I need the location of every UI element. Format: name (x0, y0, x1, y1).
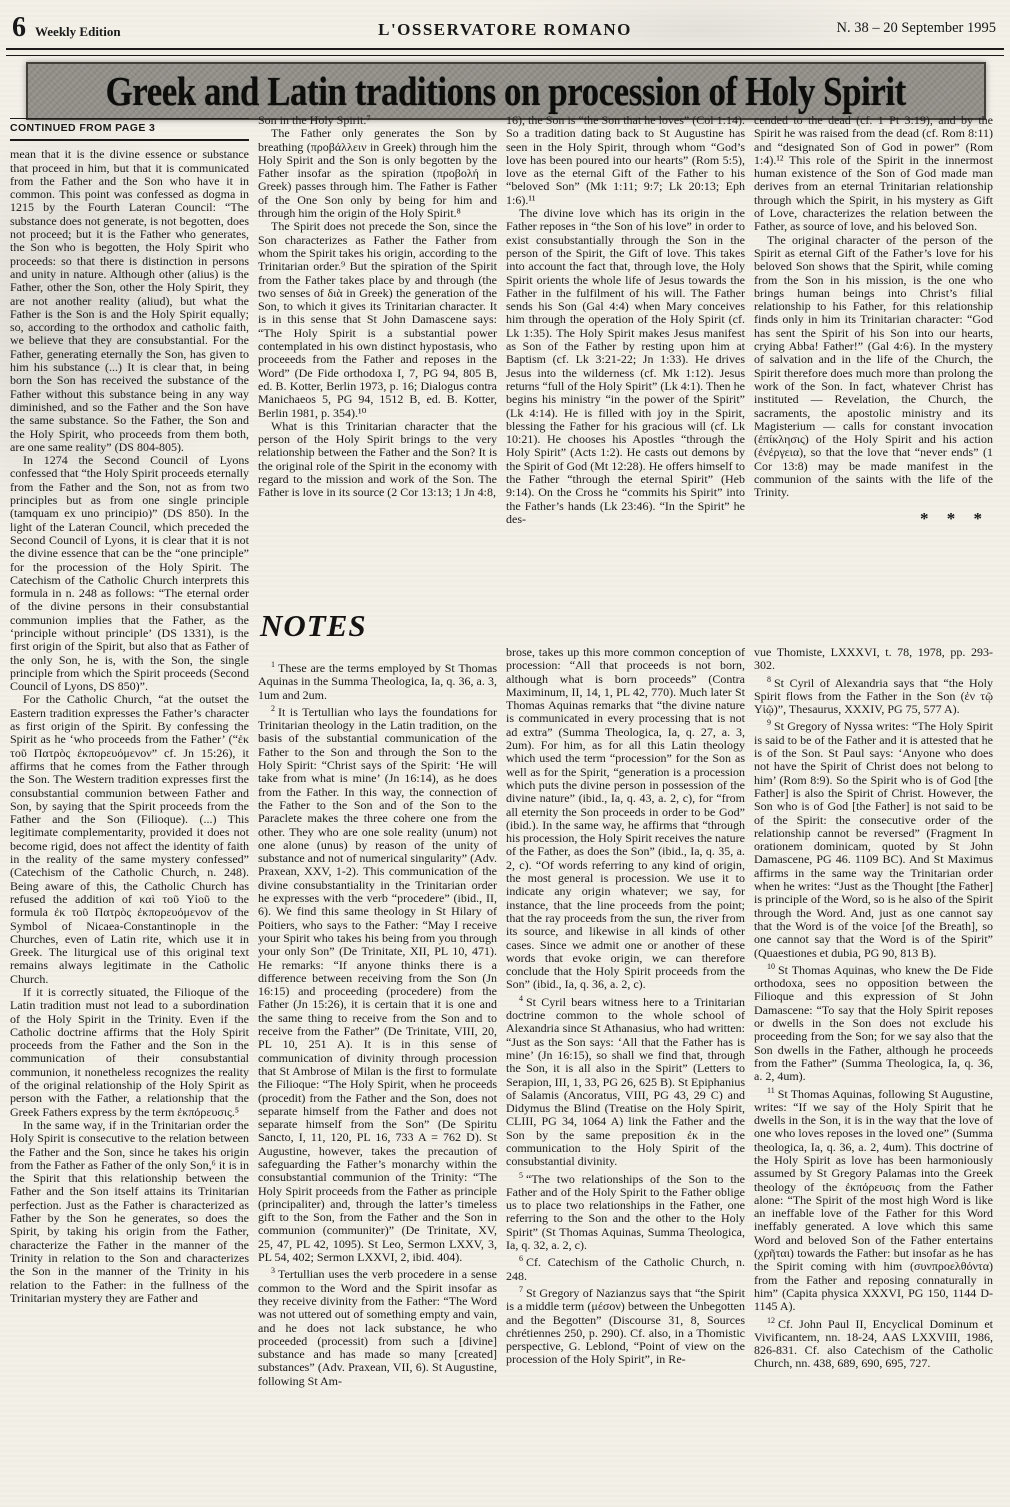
article-paragraph: If it is correctly situated, the Filioque of the Latin tradition must not lead to a subordination of the Holy Spirit in the Trinity. Even if the Catholic doctrine affirms that the Holy Spirit proceeds from the Father and the Son in the communication of their consubstantial communion, it nonetheless recognizes the reality of the original relationship of the Holy Spirit as person with the Father, a relationship that the Greek Fathers express by the term ἐκπόρευσις.⁵ (10, 985, 249, 1119)
note-number: 8 (767, 674, 771, 684)
note-number: 4 (519, 993, 523, 1003)
edition-label: Weekly Edition (35, 24, 121, 39)
article-paragraph: cended to the dead (cf. 1 Pt 3:19), and by the Spirit he was raised from the dead (cf. Rom 8:11) and “designated Son of God in power” (Rom 1:4).¹² This role of the Spirit in the innermost human existence of the Son of God made man derives from an eternal Trinitarian relationship through which the Spirit, in his mystery as Gift of Love, characterizes the relation between the Father, as source of love, and his beloved Son. (754, 114, 993, 234)
note-number: 5 (519, 1170, 523, 1180)
notes-column-1 (258, 658, 497, 1507)
article-paragraph: The Spirit does not precede the Son, since the Son characterizes as Father the Father from whom the Spirit takes his origin, according to the Trinitarian order.⁹ But the spiration of the Spirit from the Father takes place by and through (the two senses of διὰ in Greek) the generation of the Son, to which it gives its Trinitarian character. It is in this sense that St John Damascene says: “The Holy Spirit is a substantial power contemplated in his own distinct hypostasis, who proceeeds from the Father and reposes in the Word” (De Fide orthodoxa I, 7, PG 94, 805 B, ed. B. Kotter, Berlin 1973, p. 16; Dialogus contra Manichaeos 5, PG 94, 1512 B, ed. B. Kotter, Berlin 1981, p. 354).¹⁰ (258, 219, 497, 420)
note-number: 11 (767, 1085, 775, 1095)
article-column-1 (10, 118, 249, 1505)
note-number: 6 (519, 1254, 523, 1264)
note-item (754, 673, 993, 717)
note-item (506, 992, 745, 1169)
headline-banner (26, 62, 986, 120)
article-paragraph: 16), the Son is “the Son that he loves” (Col 1:14). So a tradition dating back to St Augustine has seen in the Holy Spirit, through whom “God’s love has been poured into our hearts” (Rom 5:5), love as the eternal Gift of the Father to his “beloved Son” (Mk 1:11; 9:7; Lk 20:13; Eph 1:6).¹¹ (506, 114, 745, 207)
note-item (258, 658, 497, 702)
note-item (754, 960, 993, 1084)
headline: Greek and Latin traditions on procession of Holy Spirit (105, 68, 907, 114)
note-number: 12 (767, 1315, 775, 1325)
note-number: 3 (271, 1266, 275, 1276)
article-paragraph: Son in the Holy Spirit.⁷ (258, 114, 371, 127)
note-number: 7 (519, 1284, 523, 1294)
note-number: 2 (271, 703, 275, 713)
note-item (506, 646, 745, 992)
note-text: “The two relationships of the Son to the Father and of the Holy Spirit to the Father oblige us to place two relationships in the Father, one referring to the Son and the other to the Holy Spirit” (St Thomas Aquinas, Summa Theologica, Ia, q. 32, a. 2, c). (506, 1171, 745, 1253)
note-text: St Gregory of Nyssa writes: “The Holy Spirit is said to be of the Father and it is attested that he is of the Son. St Paul says: ‘Anyone who does not have the Spirit of Christ does not belong to him’ (Rom 8:9). So the Spirit who is of God [the Father] is also the Spirit of Christ. However, the Son who is of God [the Father] is not said to be of the Spirit: the consecutive order of the relationship cannot be reversed” (Fragment In orationem dominicam, quoted by St John Damascene, PG 46. 1109 BC). And St Maximus affirms in the same way the Trinitarian order when he writes: “Just as the Thought [the Father] is principle of the Word, so is he also of the Spirit through the Word. And, just as one cannot say that the Word is of the voice [of the Breath], so one cannot say that the Word is of the Spirit” (Quaestiones et dubia, PG 90, 813 B). (754, 719, 993, 960)
note-text: St Thomas Aquinas, who knew the De Fide orthodoxa, sees no opposition between the Filioque and this expression of St John Damascene: “To say that the Holy Spirit reposes or dwells in the Son does not exclude his proceeding from the Son; for we say also that the Son dwells in the Father, although he proceeds from the Father” (Summa Theologica, Ia, q. 36, a. 2, 4um). (754, 962, 993, 1084)
note-text: These are the terms employed by St Thomas Aquinas in the Summa Theologica, Ia, q. 36, a. 3, 1um and 2um. (258, 661, 497, 702)
note-text: Tertullian uses the verb procedere in a sense common to the Word and the Spirit insofar as they receive divinity from the Father: “The Word was not uttered out of something empty and vain, and he does not lack substance, he who proceeded (processit) from such a [divine] substance and has made so many [created] substances” (Adv. Praxean, VII, 6). St Augustine, following St Am- (258, 1267, 497, 1388)
note-number: 1 (271, 660, 275, 669)
notes-column-2 (506, 646, 745, 1507)
notes-heading: NOTES (260, 608, 367, 643)
note-item (506, 1169, 745, 1253)
note-text: vue Thomiste, LXXXVI, t. 78, 1978, pp. 293-302. (754, 646, 993, 673)
notes-column-3 (754, 646, 993, 1507)
note-item (754, 646, 993, 673)
article-paragraph: The Father only generates the Son by breathing (προβάλλειν in Greek) through him the Holy Spirit and the Son is only begotten by the Father insofar as the spiration (προβολή in Greek) passes through him. The Father is Father of the One Son only by being for him and through him the origin of the Holy Spirit.⁸ (258, 126, 497, 221)
masthead-rule (6, 48, 1004, 56)
note-text: St Gregory of Nazianzus says that “the Spirit is a middle term (μέσον) between the Unbegotten and the Begotten” (Discourse 31, 8, Sources chrétiennes 250, p. 290). Cf. also, in a Thomistic perspective, G. Leblond, “Point of view on the procession of the Holy Spirit”, in Re- (506, 1285, 745, 1367)
note-item (258, 1264, 497, 1388)
article-column-4 (754, 114, 993, 639)
note-text: Cf. John Paul II, Encyclical Dominum et Vivificantem, nn. 18-24, AAS LXXVIII, 1986, 826-831. Cf. also Catechism of the Catholic Church, nn. 438, 689, 690, 695, 727. (754, 1316, 993, 1371)
article-column-2 (258, 114, 497, 592)
note-item (754, 1314, 993, 1371)
article-paragraph: The original character of the person of the Spirit as eternal Gift of the Father’s love for his beloved Son shows that the Spirit, while coming from the Son in his mission, is the one who brings human beings into Christ’s filial relationship to his Father, for this relationship finds only in him its Trinitarian character: “God has sent the Spirit of his Son into our hearts, crying Abba! Father!” (Gal 4:6). In the mystery of salvation and in the life of the Church, the Spirit therefore does much more than prolong the work of the Son. In fact, whatever Christ has instituted — Revelation, the Church, the sacraments, the apostolic ministry and its Magisterium — calls for constant invocation (ἐπίκλησις) of the Holy Spirit and his action (ἐνέργεια), so that the love that “never ends” (1 Cor 13:8) may be made manifest in the communion of the saints with the life of the Trinity. (754, 232, 993, 500)
note-number: 9 (767, 718, 771, 728)
note-text: St Cyril bears witness here to a Trinitarian doctrine common to the whole school of Alexandria since St Athanasius, who had written: “Just as the Son says: ‘All that the Father has is mine’ (Jn 16:15), so shall we find that, through the Son, it is all also in the Spirit” (Letters to Serapion, III, 1, 33, PG 26, 625 B). St Epiphanius of Salamis (Ancoratus, VIII, PG 43, 29 C) and Didymus the Blind (Treatise on the Holy Spirit, CLIII, PG 34, 1064 A) link the Father and the Son by the same preposition ἐκ in the communication to the Holy Spirit of the consubstantial divinity. (506, 994, 745, 1169)
article-paragraph: In the same way, if in the Trinitarian order the Holy Spirit is consecutive to the relation between the Father and the Son, since he takes his origin from the Father as Father of the only Son,⁶ it is in the Spirit that this relationship between the Father and the Son itself attains its Trinitarian perfection. Just as the Father is characterized as Father by the Son he generates, so does the Spirit, by taking his origin from the Father, characterize the Father in the manner of the Trinity in relation to the Son and characterizes the Son in the manner of the Trinity in his relation to the Father: in the fullness of the Trinitarian mystery they are Father and (10, 1117, 249, 1305)
note-item (506, 1283, 745, 1367)
newspaper-title: L'OSSERVATORE ROMANO (378, 20, 632, 39)
note-number: 10 (767, 961, 775, 971)
article-paragraph: What is this Trinitarian character that the person of the Holy Spirit brings to the very relationship between the Father and the Son? It is the original role of the Spirit in the economy with regard to the mission and work of the Son. The Father is love in its source (2 Cor 13:13; 1 Jn 4:8, (258, 418, 497, 500)
article-column-3 (506, 114, 745, 604)
note-text: It is Tertullian who lays the foundations for Trinitarian theology in the Latin tradition, on the basis of the substantial communication of the Father to the Son and through the Son to the Holy Spirit: “Christ says of the Spirit: ‘He will take from what is mine’ (Jn 16:14), as he does from the Father. In this way, the connection of the Father to the Son and of the Son to the Paraclete makes the three cohere one from the other. They who are one sole reality (unum) not one alone (unus) by reason of the unity of substance and not of numerical singularity” (Adv. Praxean, XXV, 1-2). This communication of the divine consubstantiality in the Trinitarian order he expresses with the verb “procedere” (ibid., II, 6). We find this same theology in St Hilary of Poitiers, who says to the Father: “May I receive your Spirit who takes his being from you through your only Son” (De Trinitate, XII, PL 10, 471). He remarks: “If anyone thinks there is a difference between receiving from the Son (Jn 16:15) and proceeding (procedere) from the Father (Jn 15:26), it is certain that it is one and the same thing to receive from the Son and to receive from the Father” (De Trinitate, VIII, 20, PL 10, 251 A). It is in this sense of communication of divinity through procession that St Ambrose of Milan is the first to formulate the Filioque: “The Holy Spirit, when he proceeds (procedit) from the Father and the Son, does not separate himself from the Father and does not separate himself from the Son” (De Spiritu Sancto, I, 11, 120, PL 16, 733 A = 762 D). St Augustine, however, takes the precaution of safeguarding the Father’s monarchy within the consubstantial communion of the Trinity: “The Holy Spirit proceeds from the Father as principle (principaliter) and, through the latter’s timeless gift to the Son, from the Father and the Son in communion (communiter)” (De Trinitate, XV, 25, 47, PL 42, 1095). St Leo, Sermon LXXV, 3, PL 54, 402; Sermon LXXVI, 2, ibid. 404). (258, 704, 497, 1265)
article-paragraph: In 1274 the Second Council of Lyons confessed that “the Holy Spirit proceeds eternally from the Father and the Son, not as from two principles but as from one single principle (tamquam ex uno principio)” (DS 850). In the light of the Lateran Council, which preceded the Second Council of Lyons, it is clear that it is not the divine essence that can be the “one principle” for the procession of the Holy Spirit. The Catechism of the Catholic Church interprets this formula in n. 248 as follows: “The eternal order of the divine persons in their consubstantial communion implies that the Father, as the ‘principle without principle’ (DS 1331), is the first origin of the Spirit, but also that as Father of the only Son, he is, with the Son, the single principle from which the Spirit proceeds (Second Council of Lyons, DS 850)”. (10, 453, 249, 694)
article-end-mark: * * * (920, 508, 989, 528)
article-paragraph: The divine love which has its origin in the Father reposes in “the Son of his love” in order to exist consubstantially through the Son in the person of the Spirit, the Gift of love. This takes into account the fact that, through love, the Holy Spirit orients the whole life of Jesus towards the Father in the fulfilment of his will. The Father sends his Son (Gal 4:4) when Mary conceives him through the operation of the Holy Spirit (cf. Lk 1:35). The Holy Spirit makes Jesus manifest as Son of the Father by resting upon him at Baptism (cf. Lk 3:21-22; Jn 1:33). He drives Jesus into the wilderness (cf. Mk 1:12). Jesus returns “full of the Holy Spirit” (Lk 4:1). Then he begins his ministry “in the power of the Spirit” (Lk 4:14). He is filled with joy in the Spirit, blessing the Father for his gracious will (cf. Lk 10:21). He chooses his Apostles “through the Holy Spirit” (Acts 1:2). He casts out demons by the Spirit of God (Mt 12:28). He offers himself to the Father “through the eternal Spirit” (Heb 9:14). On the Cross he “commits his Spirit” into the Father’s hands (Lk 23:46). “In the Spirit” he des- (506, 206, 745, 526)
note-item (754, 1084, 993, 1314)
issue-date: N. 38 – 20 September 1995 (836, 20, 996, 36)
masthead (12, 6, 998, 46)
note-text: St Thomas Aquinas, following St Augustine, writes: “If we say of the Holy Spirit that he dwells in the Son, it is in the way that the love of one who loves reposes in the loved one” (Summa theologica, Ia, q. 36, a. 2, 4um). This doctrine of the Holy Spirit as love has been harmoniously assumed by St Gregory Palamas into the Greek theology of the ἐκπόρευσις from the Father alone: “The Spirit of the most high Word is like an ineffable love of the Father for this Word ineffably generated. A love which this same Word and beloved Son of the Father entertains (χρῆται) towards the Father: but insofar as he has the Spirit coming with him (συνπροελθόντα) from the Father and reposing connaturally in him” (Capita physica XXXVI, PG 150, 1144 D-1145 A). (754, 1086, 993, 1314)
note-item (506, 1252, 745, 1283)
continued-from-label: CONTINUED FROM PAGE 3 (10, 118, 249, 141)
note-text: Cf. Catechism of the Catholic Church, n. 248. (506, 1255, 745, 1283)
page-number: 6 (12, 12, 26, 43)
note-text: brose, takes up this more common conception of procession: “All that proceeds is not born, although what is born proceeds” (Contra Maximinum, II, 14, 1, PL 42, 770). Much later St Thomas Aquinas remarks that “the divine nature is communicated in every processing that is not ad extra” (Summa Theologica, Ia, q. 27, a. 3, 2um). For him, as for all this Latin theology which used the term “procession” for the Son as well as for the Spirit, “generation is a procession which puts the divine person in possession of the divine nature” (ibid., Ia, q. 43, a. 2, c), for “from all eternity the Son proceeds in order to be God” (ibid.). In the same way, he affirms that “through his procession, the Holy Spirit receives the nature of the Father, as does the Son” (ibid., Ia, q. 35, a. 2, c). “Of words referring to any kind of origin, the most general is procession. We use it to indicate any origin whatever; we say, for instance, that the line proceeds from the point; that the ray proceeds from the sun, the river from its source, and likewise in all kinds of other cases. Since we admit one or another of these words that evoke origin, we can therefore conclude that the Holy Spirit proceeds from the Son” (ibid., Ia, q. 36, a. 2, c). (506, 646, 745, 992)
article-paragraph: mean that it is the divine essence or substance that proceed in him, but that it is communicated from the Father and the Son who have it in common. This point was confessed as dogma in 1215 by the Fourth Lateran Council: “The substance does not generate, is not begotten, does not proceed; but it is the Father who generates, the Son who is begotten, the Holy Spirit who proceeds: so that there is distinction in persons and unity in nature. Although other (alius) is the Father, other the Son, other the Holy Spirit, they are not another reality (aliud), but what the Father is the Son is and the Holy Spirit equally; so, according to the orthodox and catholic faith, we believe that they are consubstantial. For the Father, generating eternally the Son, has given to him his substance (...) It is clear that, in being born the Son has received the substance of the Father without this substance being in any way diminished, and so the Father and the Son have the same substance. So the Father, the Son and the Holy Spirit, who proceeds from them both, are one same reality” (DS 804-805). (10, 147, 249, 454)
note-item (258, 702, 497, 1264)
note-item (754, 716, 993, 959)
note-text: St Cyril of Alexandria says that “the Holy Spirit flows from the Father in the Son (ἐν τῷ Υἱῷ)”, Thesaurus, XXXIV, PG 75, 577 A). (754, 675, 993, 717)
article-paragraph: For the Catholic Church, “at the outset the Eastern tradition expresses the Father’s character as first origin of the Spirit. By confessing the Spirit as he ‘who proceeds from the Father’ (“ἐκ τοῦ Πατρὸς ἐκπορευόμενον” cf. Jn 15:26), it affirms that he comes from the Father through the Son. The Western tradition expresses first the consubstantial communion between Father and Son, by saying that the Spirit proceeds from the Father and the Son (Filioque). (...) This legitimate complementarity, provided it does not become rigid, does not affect the identity of faith in the reality of the same mystery confessed” (Catechism of the Catholic Church, n. 248). Being aware of this, the Catholic Church has refused the addition of καὶ τοῦ Υἱοῦ to the formula ἐκ τοῦ Πατρὸς ἐκπορευόμενον of the Symbol of Nicaea-Constantinople in the Churches, even of Latin rite, which use it in Greek. The liturgical use of this original text remains always legitimate in the Catholic Church. (10, 692, 249, 986)
